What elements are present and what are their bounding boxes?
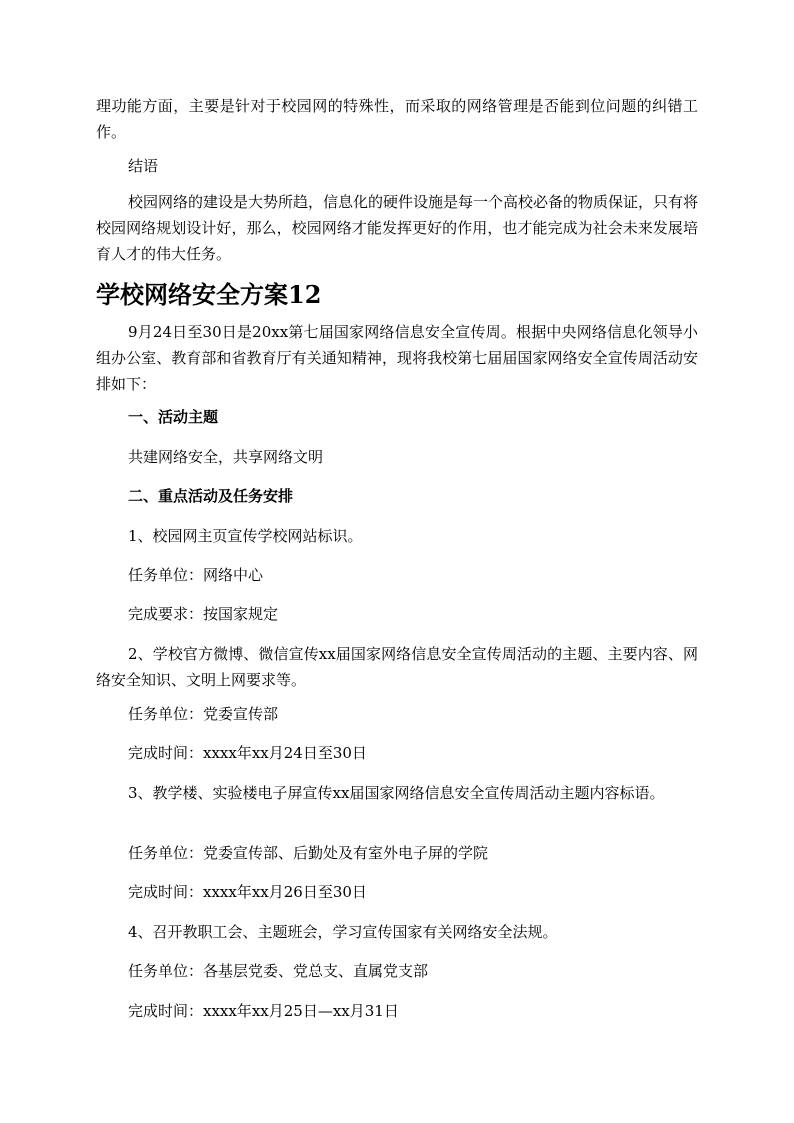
list-item-4: 4、召开教职工会、主题班会，学习宣传国家有关网络安全法规。 (128, 923, 558, 941)
list-item-1: 1、校园网主页宣传学校网站标识。 (128, 527, 363, 545)
list-item-1-unit: 任务单位：网络中心 (128, 566, 264, 584)
paragraph-continuation: 理功能方面，主要是针对于校园网的特殊性，而采取的网络管理是否能到位问题的纠错工作。 (96, 97, 698, 141)
list-item-3-time: 完成时间：xxxx年xx月26日至30日 (128, 883, 367, 901)
list-item-4-unit: 任务单位：各基层党委、党总支、直属党支部 (128, 962, 429, 980)
list-item-3-unit: 任务单位：党委宣传部、后勤处及有室外电子屏的学院 (128, 844, 489, 862)
section-heading: 学校网络安全方案12 (96, 280, 322, 309)
list-item-2-time: 完成时间：xxxx年xx月24日至30日 (128, 744, 367, 762)
subheading-theme: 一、活动主题 (128, 408, 219, 426)
paragraph-theme: 共建网络安全，共享网络文明 (128, 448, 324, 466)
list-item-2-unit: 任务单位：党委宣传部 (128, 705, 279, 723)
subheading-activities: 二、重点活动及任务安排 (128, 487, 294, 505)
list-item-3: 3、教学楼、实验楼电子屏宣传xx届国家网络信息安全宣传周活动主题内容标语。 (128, 784, 665, 802)
list-item-4-time: 完成时间：xxxx年xx月25日—xx月31日 (128, 1002, 399, 1020)
paragraph-intro: 9月24日至30日是20xx第七届国家网络信息安全宣传周。根据中央网络信息化领导小组办公室、教育部和省教育厅有关通知精神，现将我校第七届届国家网络安全宣传周活动安排如下： (96, 323, 698, 393)
list-item-1-requirement: 完成要求：按国家规定 (128, 605, 279, 623)
paragraph-conclusion: 校园网络的建设是大势所趋，信息化的硬件设施是每一个高校必备的物质保证，只有将校园网络规划设计好，那么，校园网络才能发挥更好的作用，也才能完成为社会未来发展培育人才的伟大任务。 (96, 193, 699, 263)
list-item-2: 2、学校官方微博、微信宣传xx届国家网络信息安全宣传周活动的主题、主要内容、网络安全知识、文明上网要求等。 (96, 645, 698, 689)
paragraph-conclusion-label: 结语 (128, 157, 159, 175)
